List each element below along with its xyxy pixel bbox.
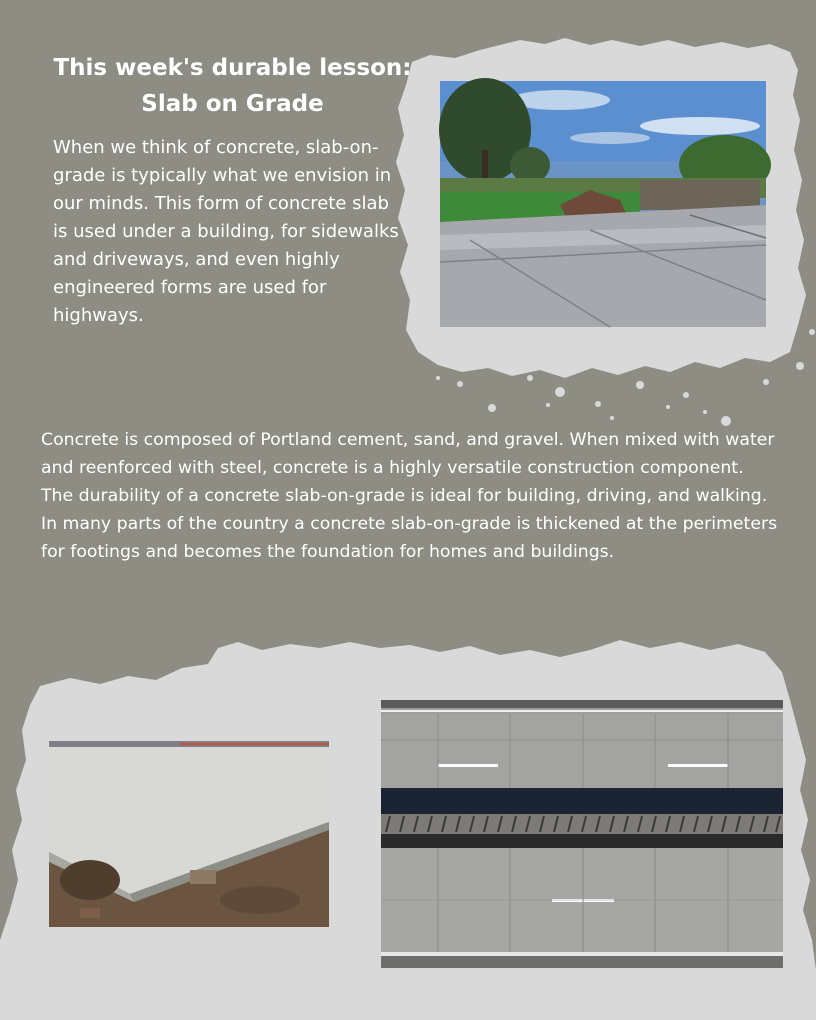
title-line-1: This week's durable lesson: [53, 55, 412, 81]
title-line-2: Slab on Grade [141, 91, 324, 117]
slab-photo [49, 741, 329, 927]
intro-paragraph: When we think of concrete, slab-on-grade is typically what we envision in our minds. This form of concrete slab is used under a building, for sidewalks and driveways, and even highly engineered forms are used for highways. [53, 137, 399, 326]
page-title [40, 50, 425, 122]
patio-photo [439, 78, 771, 327]
body-paragraph: Concrete is composed of Portland cement, sand, and gravel. When mixed with water and reenforced with steel, concrete is a highly versatile construction component. The durability of a concrete slab-on-grade is ideal for building, driving, and walking. In many parts of the country a concrete slab-on-grade is thickened at the perimeters for footings and becomes the foundation for homes and buildings. [41, 430, 778, 562]
highway-photo [381, 700, 783, 968]
